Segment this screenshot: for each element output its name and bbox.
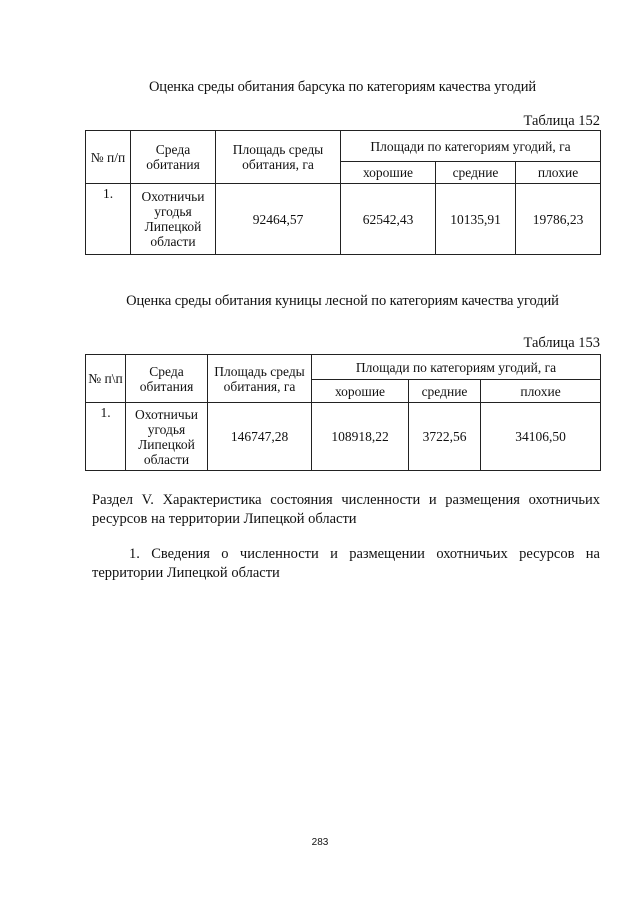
header-num: № п\п <box>86 355 126 403</box>
subsection-title: 1. Сведения о численности и размещении охотничьих ресурсов на территории Липецкой области <box>92 546 600 581</box>
header-good: хорошие <box>341 162 436 184</box>
header-good: хорошие <box>312 380 409 403</box>
header-by-category: Площади по категориям угодий, га <box>312 355 601 380</box>
cell-habitat: Охотничьи угодья Липецкой области <box>126 403 208 471</box>
header-medium: средние <box>436 162 516 184</box>
header-habitat: Среда обитания <box>126 355 208 403</box>
cell-poor: 19786,23 <box>516 184 601 255</box>
header-num: № п/п <box>86 131 131 184</box>
header-habitat: Среда обитания <box>131 131 216 184</box>
header-by-category: Площади по категориям угодий, га <box>341 131 601 162</box>
table-row <box>86 403 601 471</box>
table-152 <box>85 130 601 255</box>
section-title: Раздел V. Характеристика состояния численности и размещения охотничьих ресурсов на территории Липецкой области <box>92 492 600 527</box>
cell-medium: 3722,56 <box>409 403 481 471</box>
header-area: Площадь среды обитания, га <box>216 131 341 184</box>
table-153-heading: Оценка среды обитания куницы лесной по категориям качества угодий <box>126 293 559 309</box>
header-poor: плохие <box>516 162 601 184</box>
header-area: Площадь среды обитания, га <box>208 355 312 403</box>
cell-good: 108918,22 <box>312 403 409 471</box>
cell-area: 146747,28 <box>208 403 312 471</box>
cell-area: 92464,57 <box>216 184 341 255</box>
cell-habitat: Охотничьи угодья Липецкой области <box>131 184 216 255</box>
cell-good: 62542,43 <box>341 184 436 255</box>
table-152-heading: Оценка среды обитания барсука по категориям качества угодий <box>148 79 537 95</box>
cell-num: 1. <box>86 184 131 255</box>
header-poor: плохие <box>481 380 601 403</box>
page-number: 283 <box>311 837 329 848</box>
cell-poor: 34106,50 <box>481 403 601 471</box>
cell-num: 1. <box>86 403 126 471</box>
table-153-label: Таблица 153 <box>523 335 600 351</box>
header-medium: средние <box>409 380 481 403</box>
table-153 <box>85 354 601 471</box>
table-152-label: Таблица 152 <box>523 113 600 129</box>
table-row <box>86 184 601 255</box>
cell-medium: 10135,91 <box>436 184 516 255</box>
